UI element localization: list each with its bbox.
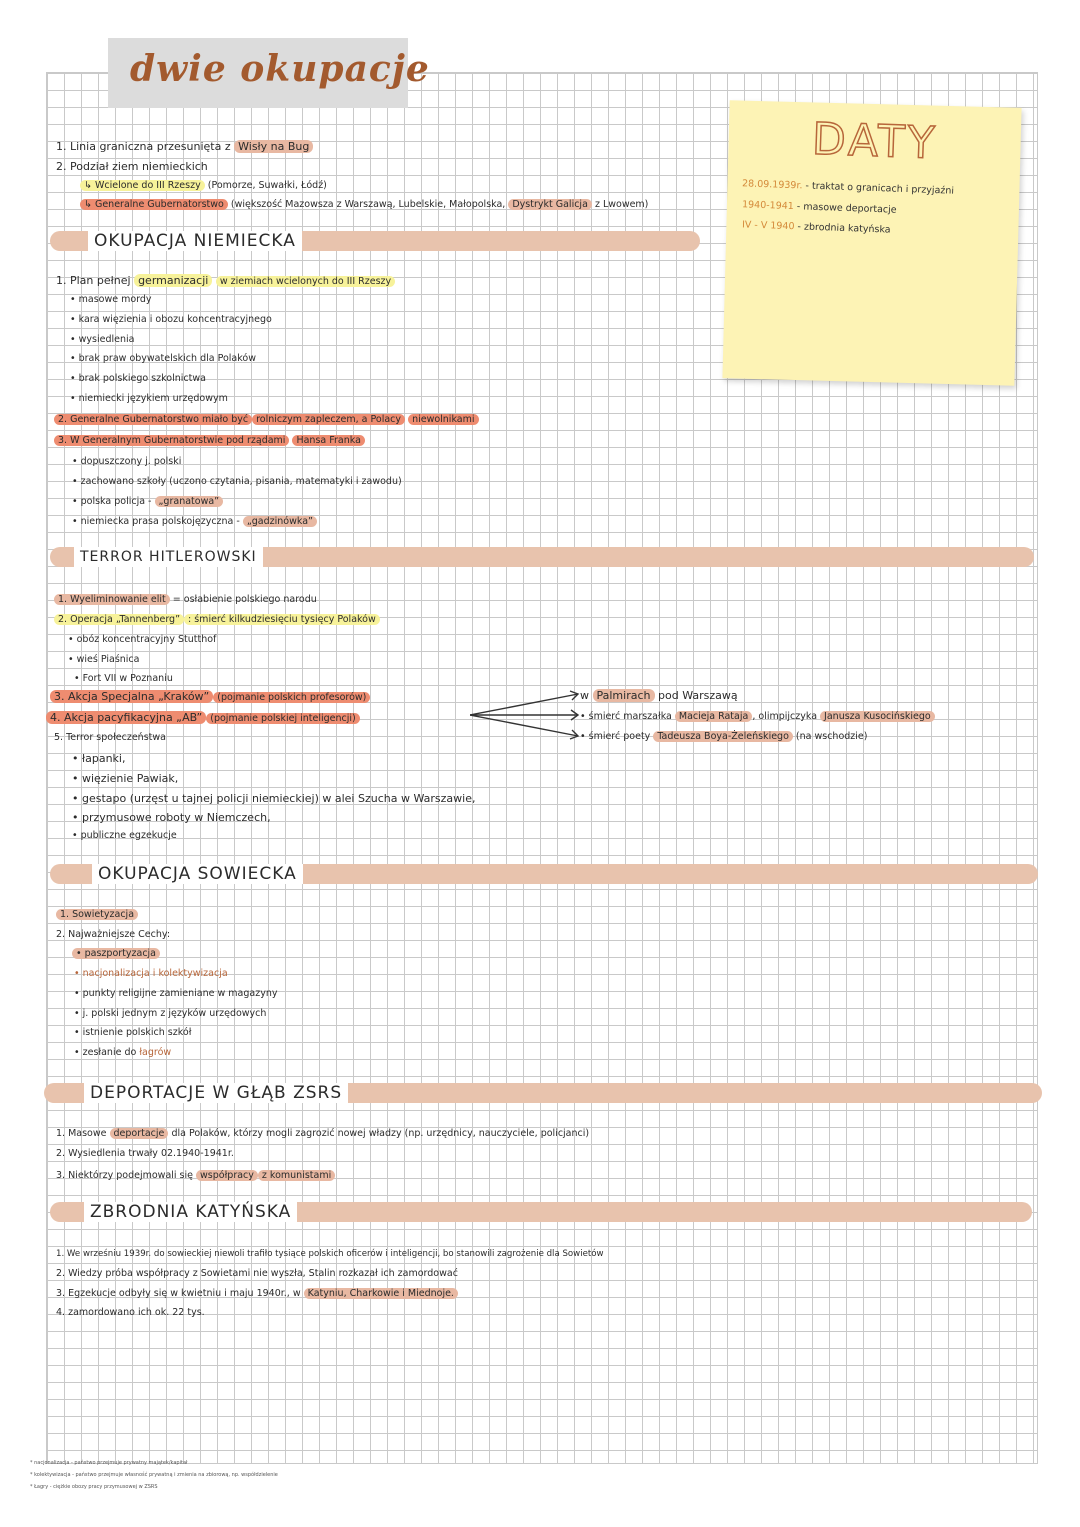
terror-bullet-egzekucje: • publiczne egzekucje: [72, 830, 177, 841]
sow-bullet-4: • j. polski jednym z języków urzędowych: [74, 1008, 267, 1019]
intro-line-2: 2. Podział ziem niemieckich: [56, 160, 208, 173]
niem-bullet-2: • kara więzienia i obozu koncentracyjnego: [70, 314, 272, 325]
sow-bullet-1: • paszportyzacja: [72, 948, 160, 959]
terror-bullet-fort: • Fort VII w Poznaniu: [74, 673, 173, 684]
niem-gg-bullet-4: • niemiecka prasa polskojęzyczna - „gadzinówka”: [72, 516, 317, 527]
note-line-2: 1940-1941 - masowe deportacje: [741, 199, 897, 216]
niem-bullet-4: • brak praw obywatelskich dla Polaków: [70, 353, 256, 364]
intro-line-3: ↳ Wcielone do III Rzeszy (Pomorze, Suwałki, Łódź): [80, 180, 327, 191]
niem-gg-bullet-3: • polska policja - „granatowa”: [72, 496, 223, 507]
page-title: dwie okupacje: [130, 48, 430, 90]
terror-result-boy: • śmierć poety Tadeusza Boya-Żeleńskiego (na wschodzie): [580, 731, 868, 742]
sow-point-1: 1. Sowietyzacja: [56, 909, 138, 920]
sow-bullet-5: • istnienie polskich szkół: [74, 1027, 192, 1038]
note-line-3: IV - V 1940 - zbrodnia katyńska: [741, 219, 891, 236]
niem-bullet-5: • brak polskiego szkolnictwa: [70, 373, 206, 384]
arrow-icon-group: [470, 690, 590, 740]
terror-bullet-gestapo: • gestapo (urzęst u tajnej policji niemieckiej) w alei Szucha w Warszawie,: [72, 792, 476, 805]
intro-line-4: ↳ Generalne Gubernatorstwo (większość Mazowsza z Warszawą, Lubelskie, Małopolska, Dystrykt Galicja z Lwowem): [80, 199, 648, 210]
terror-result-rataj: • śmierć marszałka Macieja Rataja , olimpijczyka Janusza Kusocińskiego: [580, 711, 935, 722]
footnote-1: * nacjonalizacja - państwo przejmuje prywatny majątek/kapitał: [30, 1460, 188, 1466]
sow-bullet-2: • nacjonalizacja i kolektywizacja: [74, 968, 228, 979]
sow-bullet-3: • punkty religijne zamieniane w magazyny: [74, 988, 278, 999]
terror-bullet-piasnica: • wieś Piaśnica: [68, 654, 140, 665]
footnote-3: * Łagry - ciężkie obozy pracy przymusowej w ZSRS: [30, 1484, 158, 1490]
kat-point-2: 2. Wiedzy próba współpracy z Sowietami nie wyszła, Stalin rozkazał ich zamordować: [56, 1268, 458, 1279]
terror-bullet-lapanki: • łapanki,: [72, 752, 126, 765]
dep-point-3: 3. Niektórzy podejmowali się współpracy z komunistami: [56, 1170, 335, 1181]
niem-bullet-6: • niemiecki językiem urzędowym: [70, 393, 228, 404]
dep-point-2: 2. Wysiedlenia trwały 02.1940-1941r.: [56, 1148, 234, 1159]
note-line-1: 28.09.1939r. - traktat o granicach i przyjaźni: [741, 178, 955, 197]
terror-point-4: 4. Akcja pacyfikacyjna „AB” (pojmanie polskiej inteligencji): [46, 711, 360, 724]
terror-bullet-pawiak: • więzienie Pawiak,: [72, 772, 179, 785]
terror-bullet-stutthof: • obóz koncentracyjny Stutthof: [68, 634, 217, 645]
sow-bullet-6: • zesłanie do łagrów: [74, 1047, 172, 1058]
kat-point-1: 1. We wrześniu 1939r. do sowieckiej niewoli trafiło tysiące polskich oficerów i inteligencji, bo stanowili zagrożenie dla Sowietów: [56, 1249, 604, 1259]
niem-point-1: 1. Plan pełnej germanizacji w ziemiach wcielonych do III Rzeszy: [56, 274, 395, 287]
footnote-2: * kolektywizacja - państwo przejmuje własność prywatną i zmienia na zbiorową, np. współdzielenie: [30, 1472, 278, 1478]
terror-point-1: 1. Wyeliminowanie elit = osłabienie polskiego narodu: [54, 594, 317, 605]
section-heading-zbrodnia: ZBRODNIA KATYŃSKA: [84, 1202, 297, 1222]
section-heading-okupacja-niemiecka: OKUPACJA NIEMIECKA: [88, 231, 302, 251]
section-heading-okupacja-sowiecka: OKUPACJA SOWIECKA: [92, 864, 303, 884]
terror-point-3: 3. Akcja Specjalna „Kraków” (pojmanie polskich profesorów): [50, 690, 370, 703]
terror-result-palmiry: w Palmirach pod Warszawą: [580, 689, 738, 702]
section-heading-deportacje: DEPORTACJE W GŁĄB ZSRS: [84, 1083, 348, 1103]
niem-bullet-1: • masowe mordy: [70, 294, 152, 305]
niem-gg-bullet-2: • zachowano szkoły (uczono czytania, pisania, matematyki i zawodu): [72, 476, 402, 487]
niem-point-3: 3. W Generalnym Gubernatorstwie pod rządami Hansa Franka: [54, 435, 365, 446]
niem-point-2: 2. Generalne Gubernatorstwo miało być rolniczym zapleczem, a Polacy niewolnikami: [54, 414, 479, 425]
kat-point-4: 4. zamordowano ich ok. 22 tys.: [56, 1307, 205, 1318]
kat-point-3: 3. Egzekucje odbyły się w kwietniu i maju 1940r., w Katyniu, Charkowie i Miednoje.: [56, 1288, 458, 1299]
intro-line-1: 1. Linia graniczna przesunięta z Wisły na Bug: [56, 140, 313, 153]
terror-point-2: 2. Operacja „Tannenberg” : śmierć kilkudziesięciu tysięcy Polaków: [54, 614, 380, 625]
sticky-note-heading: DATY: [811, 113, 939, 170]
terror-point-5: 5. Terror społeczeństwa: [54, 732, 166, 743]
sow-point-2: 2. Najważniejsze Cechy:: [56, 929, 171, 940]
dep-point-1: 1. Masowe deportacje dla Polaków, którzy mogli zagrozić nowej władzy (np. urzędnicy, nauczyciele, policjanci): [56, 1128, 590, 1139]
terror-bullet-roboty: • przymusowe roboty w Niemczech,: [72, 811, 271, 824]
section-heading-terror: TERROR HITLEROWSKI: [74, 547, 263, 567]
niem-bullet-3: • wysiedlenia: [70, 334, 135, 345]
niem-gg-bullet-1: • dopuszczony j. polski: [72, 456, 182, 467]
